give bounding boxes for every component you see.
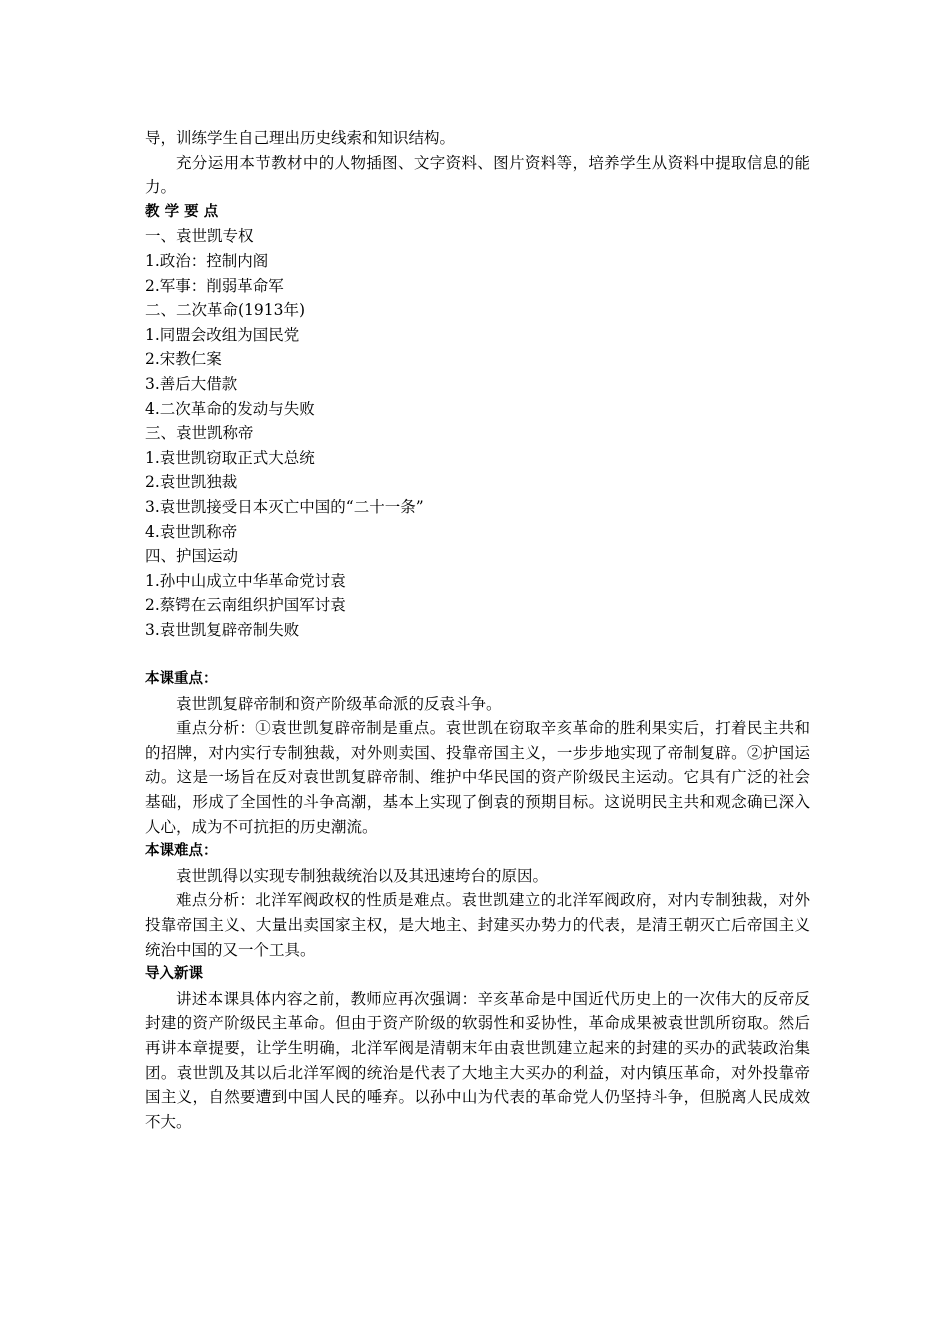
blank-line — [145, 642, 810, 667]
key-points-list — [145, 224, 810, 642]
focus-statement: 袁世凯复辟帝制和资产阶级革命派的反袁斗争。 — [176, 694, 502, 713]
outline-item: 1.孙中山成立中华革命党讨袁 — [145, 571, 346, 590]
intro-new-body: 讲述本课具体内容之前，教师应再次强调：辛亥革命是中国近代历史上的一次伟大的反帝反封建的资产阶级民主革命。但由于资产阶级的软弱性和妥协性，革命成果被袁世凯所窃取。然后再讲本章提要，让学生明确，北洋军阀是清朝末年由袁世凯建立起来的封建的买办的武装政治集团。袁世凯及其以后北洋军阀的统治是代表了大地主大买办的利益，对内镇压革命，对外投靠帝国主义，自然要遭到中国人民的唾弃。以孙中山为代表的革命党人仍坚持斗争，但脱离人民成效不大。 — [145, 989, 810, 1131]
outline-item: 2.蔡锷在云南组织护国军讨袁 — [145, 596, 346, 615]
outline-item: 3.袁世凯接受日本灭亡中国的“二十一条” — [145, 497, 424, 516]
difficulty-analysis: 难点分析：北洋军阀政权的性质是难点。袁世凯建立的北洋军阀政府，对内专制独裁，对外投靠帝国主义、大量出卖国家主权，是大地主、封建买办势力的代表，是清王朝灭亡后帝国主义统治中国的又一个工具。 — [145, 891, 810, 959]
outline-item: 4.二次革命的发动与失败 — [145, 399, 315, 418]
intro-new-heading: 导入新课 — [145, 966, 203, 983]
outline-item: 1.政治：控制内阁 — [145, 251, 269, 270]
difficulty-heading: 本课难点： — [145, 843, 218, 860]
outline-item: 3.袁世凯复辟帝制失败 — [145, 620, 300, 639]
outline-item: 1.同盟会改组为国民党 — [145, 325, 300, 344]
outline-item: 2.军事：削弱革命军 — [145, 276, 284, 295]
outline-item: 1.袁世凯窃取正式大总统 — [145, 448, 315, 467]
intro-paragraph: 充分运用本节教材中的人物插图、文字资料、图片资料等，培养学生从资料中提取信息的能力。 — [145, 153, 810, 197]
outline-item: 4.袁世凯称帝 — [145, 522, 238, 541]
focus-analysis: 重点分析：①袁世凯复辟帝制是重点。袁世凯在窃取辛亥革命的胜利果实后，打着民主共和的招牌，对内实行专制独裁，对外则卖国、投靠帝国主义，一步步地实现了帝制复辟。②护国运动。这是一场旨在反对袁世凯复辟帝制、维护中华民国的资产阶级民主运动。它具有广泛的社会基础，形成了全国性的斗争高潮，基本上实现了倒袁的预期目标。这说明民主共和观念确已深入人心，成为不可抗拒的历史潮流。 — [145, 719, 810, 836]
focus-heading: 本课重点： — [145, 671, 218, 688]
key-points-heading: 教学要点 — [145, 203, 224, 220]
outline-item: 三、袁世凯称帝 — [145, 424, 254, 443]
outline-item: 3.善后大借款 — [145, 374, 238, 393]
outline-item: 2.袁世凯独裁 — [145, 473, 238, 492]
difficulty-statement: 袁世凯得以实现专制独裁统治以及其迅速垮台的原因。 — [176, 866, 549, 885]
outline-item: 2.宋教仁案 — [145, 350, 222, 369]
outline-item: 二、二次革命(1913年) — [145, 301, 306, 320]
intro-line: 导，训练学生自己理出历史线索和知识结构。 — [145, 129, 456, 147]
outline-item: 一、袁世凯专权 — [145, 227, 254, 246]
outline-item: 四、护国运动 — [145, 547, 239, 566]
document-page — [145, 126, 810, 1134]
